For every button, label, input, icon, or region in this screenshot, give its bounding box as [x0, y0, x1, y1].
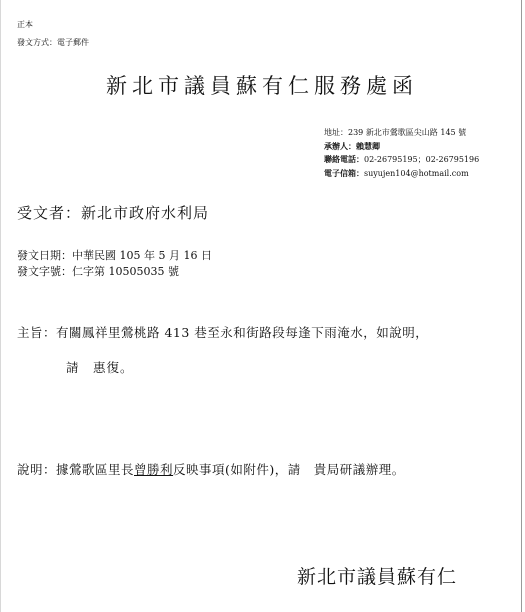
explanation [17, 460, 405, 478]
explanation-name: 曾勝利 [134, 462, 174, 477]
signature: 新北市議員蘇有仁 [297, 566, 458, 588]
email-line [324, 167, 479, 181]
contact-block [324, 127, 479, 180]
phone-line [324, 153, 479, 167]
address-label: 地址： [324, 128, 348, 137]
subject-request: 請 惠復。 [66, 360, 134, 375]
issue-date: 發文日期：中華民國 105 年 5 月 16 日 [17, 249, 212, 262]
recipient: 受文者：新北市政府水利局 [17, 204, 210, 222]
phone-label: 聯絡電話： [324, 154, 364, 164]
explanation-prefix: 說明：據鶯歌區里長 [17, 462, 135, 477]
handler-line [324, 140, 479, 154]
meta-block [17, 248, 212, 280]
explanation-suffix: 反映事項(如附件)，請 貴局研議辦理。 [173, 462, 405, 477]
email-label: 電子信箱： [324, 167, 364, 178]
phone-value: 02-26795195；02-26795196 [364, 155, 480, 164]
dispatch-method: 發文方式：電子郵件 [17, 38, 89, 47]
address-value: 239 新北市鶯歌區尖山路 145 號 [348, 128, 467, 137]
subject-line: 主旨：有關鳳祥里鶯桃路 413 巷至永和街路段每逢下雨淹水，如說明， [17, 325, 429, 340]
address-line [324, 127, 479, 140]
document-title: 新北市議員蘇有仁服務處函 [106, 74, 418, 98]
handler-label: 承辦人： [324, 140, 356, 151]
email-value: suyujen104@hotmail.com [364, 168, 469, 178]
copy-mark: 正本 [17, 20, 33, 29]
handler-value: 賴慧卿 [356, 140, 380, 151]
document-number: 發文字號：仁字第 10505035 號 [17, 265, 179, 278]
